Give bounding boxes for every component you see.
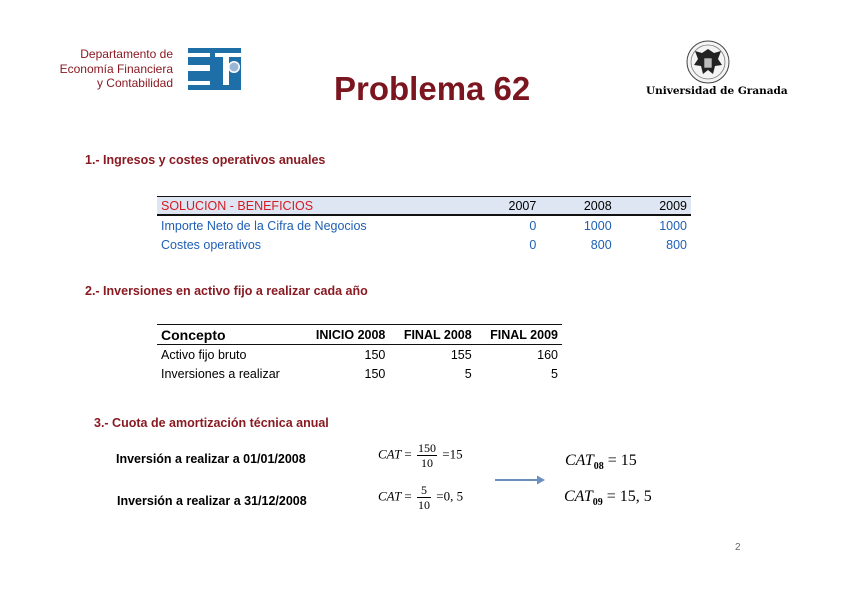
page-title: Problema 62 <box>334 70 531 107</box>
numerator: 5 <box>417 483 431 498</box>
table-row <box>157 345 562 365</box>
table-cell: 5 <box>464 366 472 381</box>
equation-result: 15 <box>449 446 463 462</box>
inversion-label-2: Inversión a realizar a 31/12/2008 <box>117 494 307 508</box>
table-cell: 0 <box>529 237 537 252</box>
table-cell: 150 <box>364 347 386 362</box>
et-logo-icon <box>187 45 242 93</box>
table-cell: Inversiones a realizar <box>161 366 280 381</box>
fraction <box>417 483 431 512</box>
table-cell: Activo fijo bruto <box>161 347 247 362</box>
university-name: Universidad de Granada <box>646 85 788 97</box>
right-arrow-icon <box>494 474 546 486</box>
inversion-label-1: Inversión a realizar a 01/01/2008 <box>116 452 306 466</box>
table-cell: 5 <box>551 366 558 381</box>
table-header-cell: Concepto <box>157 325 301 345</box>
numerator: 150 <box>417 441 436 455</box>
page-number: 2 <box>735 542 741 553</box>
table-header-cell: FINAL 2008 <box>389 325 475 345</box>
department-name <box>40 47 173 91</box>
department-line: Departamento de <box>80 47 173 61</box>
table-header-cell: INICIO 2008 <box>301 325 389 345</box>
cat-result-09: $CAT_{09} = 15$, 5 <box>564 488 652 509</box>
table-row <box>157 364 562 383</box>
table-cell: 160 <box>537 347 558 362</box>
table-row <box>157 235 691 254</box>
table-header-cell: SOLUCION - BENEFICIOS <box>157 197 465 216</box>
cat-equation-1: CAT = $\frac{150}{10}$ =15 <box>378 441 463 470</box>
result-label: CAT <box>565 452 594 469</box>
result-value: 15, 5 <box>619 488 652 505</box>
table-header-row <box>157 325 562 345</box>
table-cell: 0 <box>529 218 537 233</box>
cat-result-08: $CAT_{08} = 15$ <box>565 452 637 473</box>
table-header-row <box>157 197 691 216</box>
table-cell: 1000 <box>659 218 687 233</box>
table-header-cell: 2009 <box>616 197 691 216</box>
table-cell: 1000 <box>583 218 612 233</box>
result-label: CAT <box>564 488 593 505</box>
table-header-cell: FINAL 2009 <box>476 325 562 345</box>
equation-result: 0, 5 <box>443 488 464 504</box>
result-subscript: 08 <box>593 461 604 473</box>
denominator: 10 <box>417 498 430 512</box>
table-cell: 155 <box>450 347 472 362</box>
fraction <box>417 441 437 470</box>
table-cell: Costes operativos <box>161 237 262 252</box>
table-cell: 800 <box>590 237 612 252</box>
section-heading-1: 1.- Ingresos y costes operativos anuales <box>85 153 326 167</box>
result-value: 15 <box>620 452 637 469</box>
table-cell: Importe Neto de la Cifra de Negocios <box>161 218 367 233</box>
department-line: Economía Financiera <box>59 61 173 76</box>
table-header-cell: 2007 <box>465 197 540 216</box>
beneficios-table <box>157 196 691 254</box>
inversiones-table <box>157 324 562 383</box>
equation-lhs: CAT <box>378 446 402 462</box>
table-row <box>157 215 691 235</box>
table-cell: 800 <box>666 237 687 252</box>
equation-lhs: CAT <box>378 488 402 504</box>
result-subscript: 09 <box>592 497 603 509</box>
section-heading-3: 3.- Cuota de amortización técnica anual <box>94 416 329 430</box>
section-heading-2: 2.- Inversiones en activo fijo a realizar cada año <box>85 284 368 298</box>
table-cell: 150 <box>364 366 386 381</box>
denominator: 10 <box>420 456 433 470</box>
cat-equation-2: CAT = $\frac{5}{10}$ =0, 5 <box>378 483 464 512</box>
university-crest-icon <box>683 40 733 84</box>
department-line: y Contabilidad <box>96 76 173 90</box>
table-header-cell: 2008 <box>540 197 615 216</box>
